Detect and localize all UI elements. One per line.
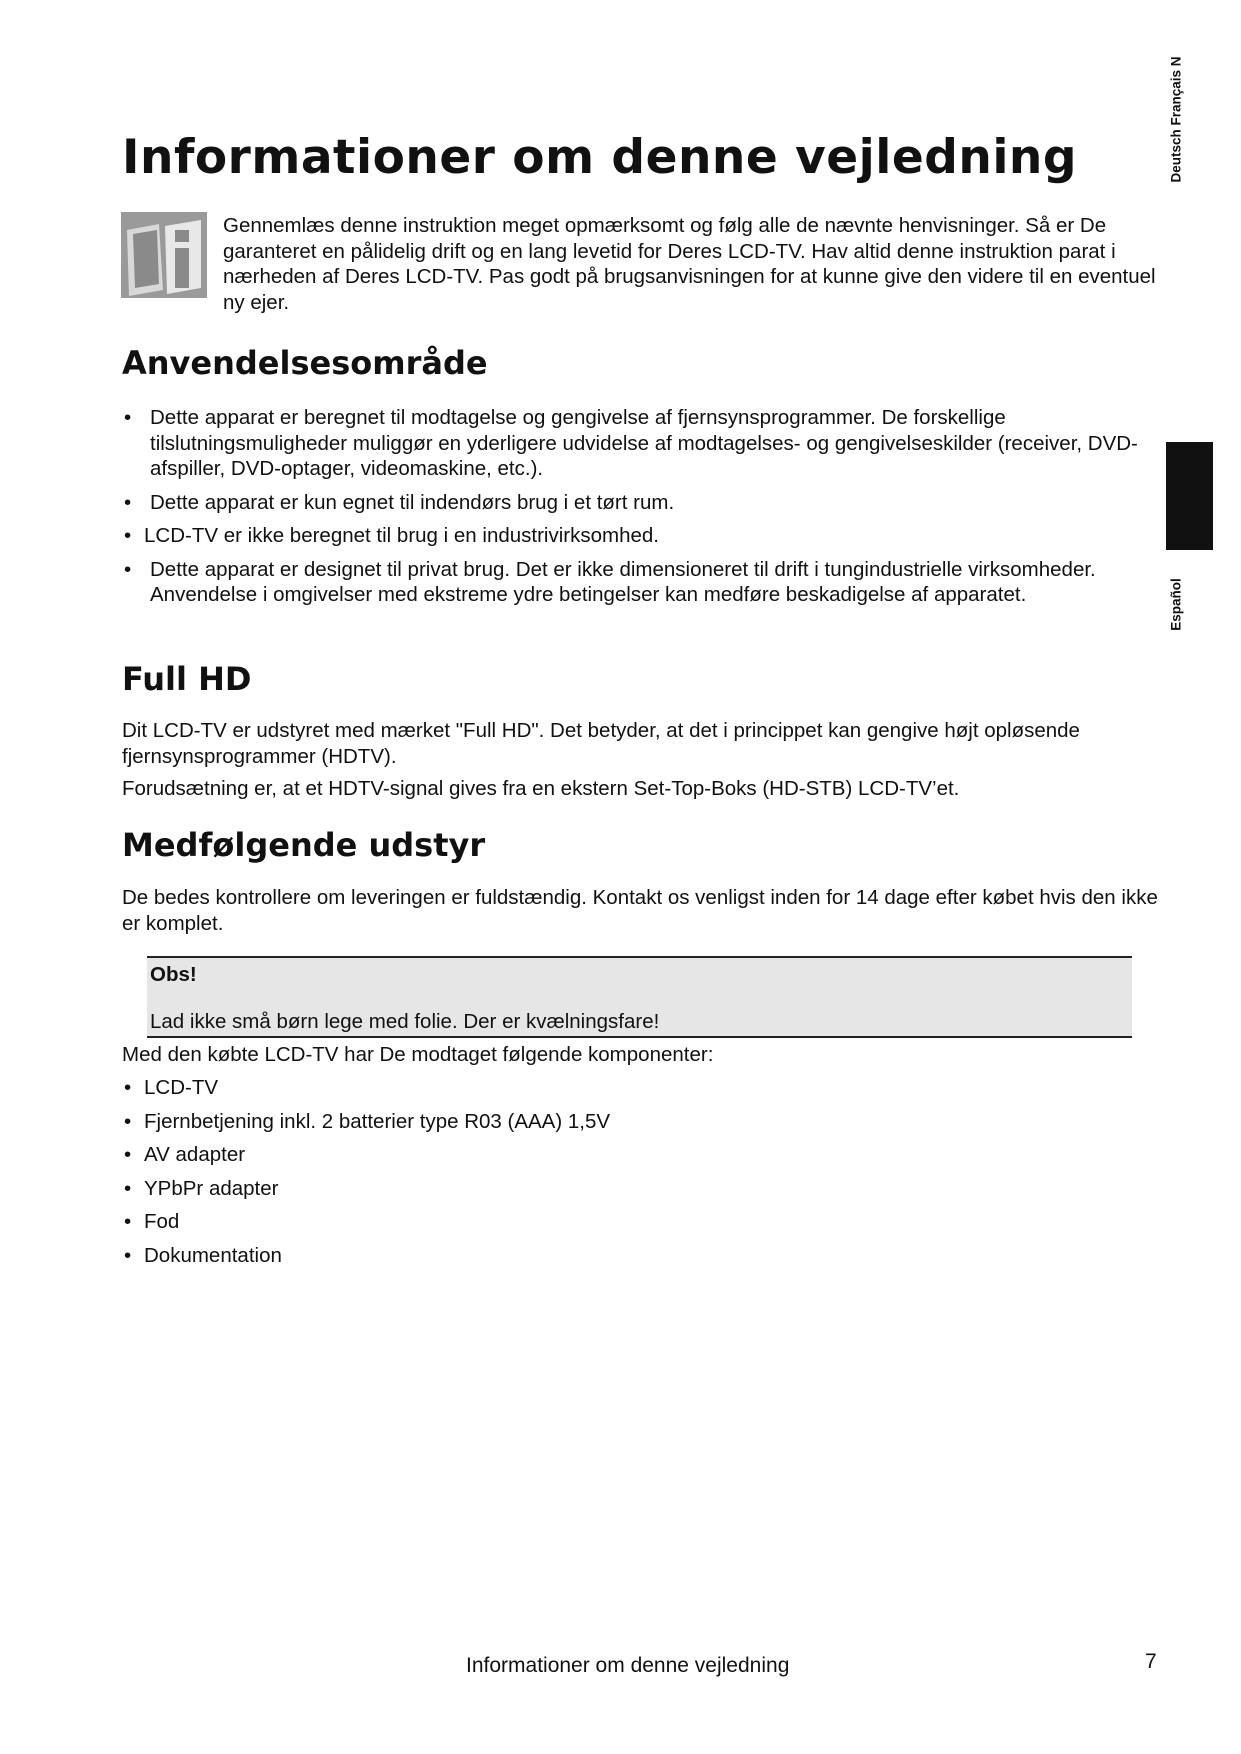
list-item: • Dette apparat er beregnet til modtagelse og gengivelse af fjernsynsprogrammer. De forskellige tilslutningsmuligheder muliggør en yderligere udvidelse af modtagelses- og gengivelseskilder (receiver, DVD-afspiller, DVD-optager, videomaskine, etc.). <box>122 405 1172 482</box>
fullhd-paragraph-2: Forudsætning er, at et HDTV-signal gives fra en ekstern Set-Top-Boks (HD-STB) LCD-TV’et. <box>122 777 960 800</box>
list-item: • Dette apparat er designet til privat brug. Det er ikke dimensioneret til drift i tungindustrielle virksomheder. Anvendelse i omgivelser med ekstreme ydre betingelser kan medføre beskadigelse af apparatet. <box>122 557 1172 608</box>
list-item: • LCD-TV er ikke beregnet til brug i en industrivirksomhed. <box>122 523 1172 549</box>
list-item: • LCD-TV <box>122 1075 1172 1101</box>
footer-title: Informationer om denne vejledning <box>466 1654 790 1677</box>
language-tab-marker <box>1166 442 1213 550</box>
notice-box <box>147 956 1132 1038</box>
intro-paragraph: Gennemlæs denne instruktion meget opmærksomt og følg alle de nævnte henvisninger. Så er De garanteret en pålidelig drift og en lang levetid for Deres LCD-TV. Hav altid denne instruktion parat i nærheden af Deres LCD-TV. Pas godt på brugsanvisningen for at kunne give den videre til en eventuel ny ejer. <box>223 214 1156 314</box>
side-espanol-label: Español <box>1168 578 1184 631</box>
notice-title: Obs! <box>150 963 197 986</box>
section-heading-equipment: Medfølgende udstyr <box>122 826 486 864</box>
info-book-icon <box>121 212 207 298</box>
side-language-label: Deutsch Français N <box>1168 56 1184 183</box>
list-item: • Fod <box>122 1209 1172 1235</box>
list-item: • Dette apparat er kun egnet til indendørs brug i et tørt rum. <box>122 490 1172 516</box>
equipment-paragraph-2: Med den købte LCD-TV har De modtaget følgende komponenter: <box>122 1043 714 1066</box>
list-item: • Fjernbetjening inkl. 2 batterier type R03 (AAA) 1,5V <box>122 1109 1172 1135</box>
page-title: Informationer om denne vejledning <box>122 130 1078 185</box>
section-heading-use: Anvendelsesområde <box>122 344 488 382</box>
use-list <box>122 405 1172 616</box>
page-number: 7 <box>1145 1650 1157 1673</box>
notice-text: Lad ikke små børn lege med folie. Der er kvælningsfare! <box>150 1010 660 1033</box>
equipment-paragraph-1: De bedes kontrollere om leveringen er fuldstændig. Kontakt os venligst inden for 14 dage efter købet hvis den ikke er komplet. <box>122 886 1158 935</box>
list-item: • YPbPr adapter <box>122 1176 1172 1202</box>
fullhd-paragraph-1: Dit LCD-TV er udstyret med mærket "Full HD". Det betyder, at det i princippet kan gengive højt opløsende fjernsynsprogrammer (HDTV). <box>122 719 1080 768</box>
components-list <box>122 1075 1172 1276</box>
section-heading-fullhd: Full HD <box>122 660 252 698</box>
list-item: • Dokumentation <box>122 1243 1172 1269</box>
list-item: • AV adapter <box>122 1142 1172 1168</box>
